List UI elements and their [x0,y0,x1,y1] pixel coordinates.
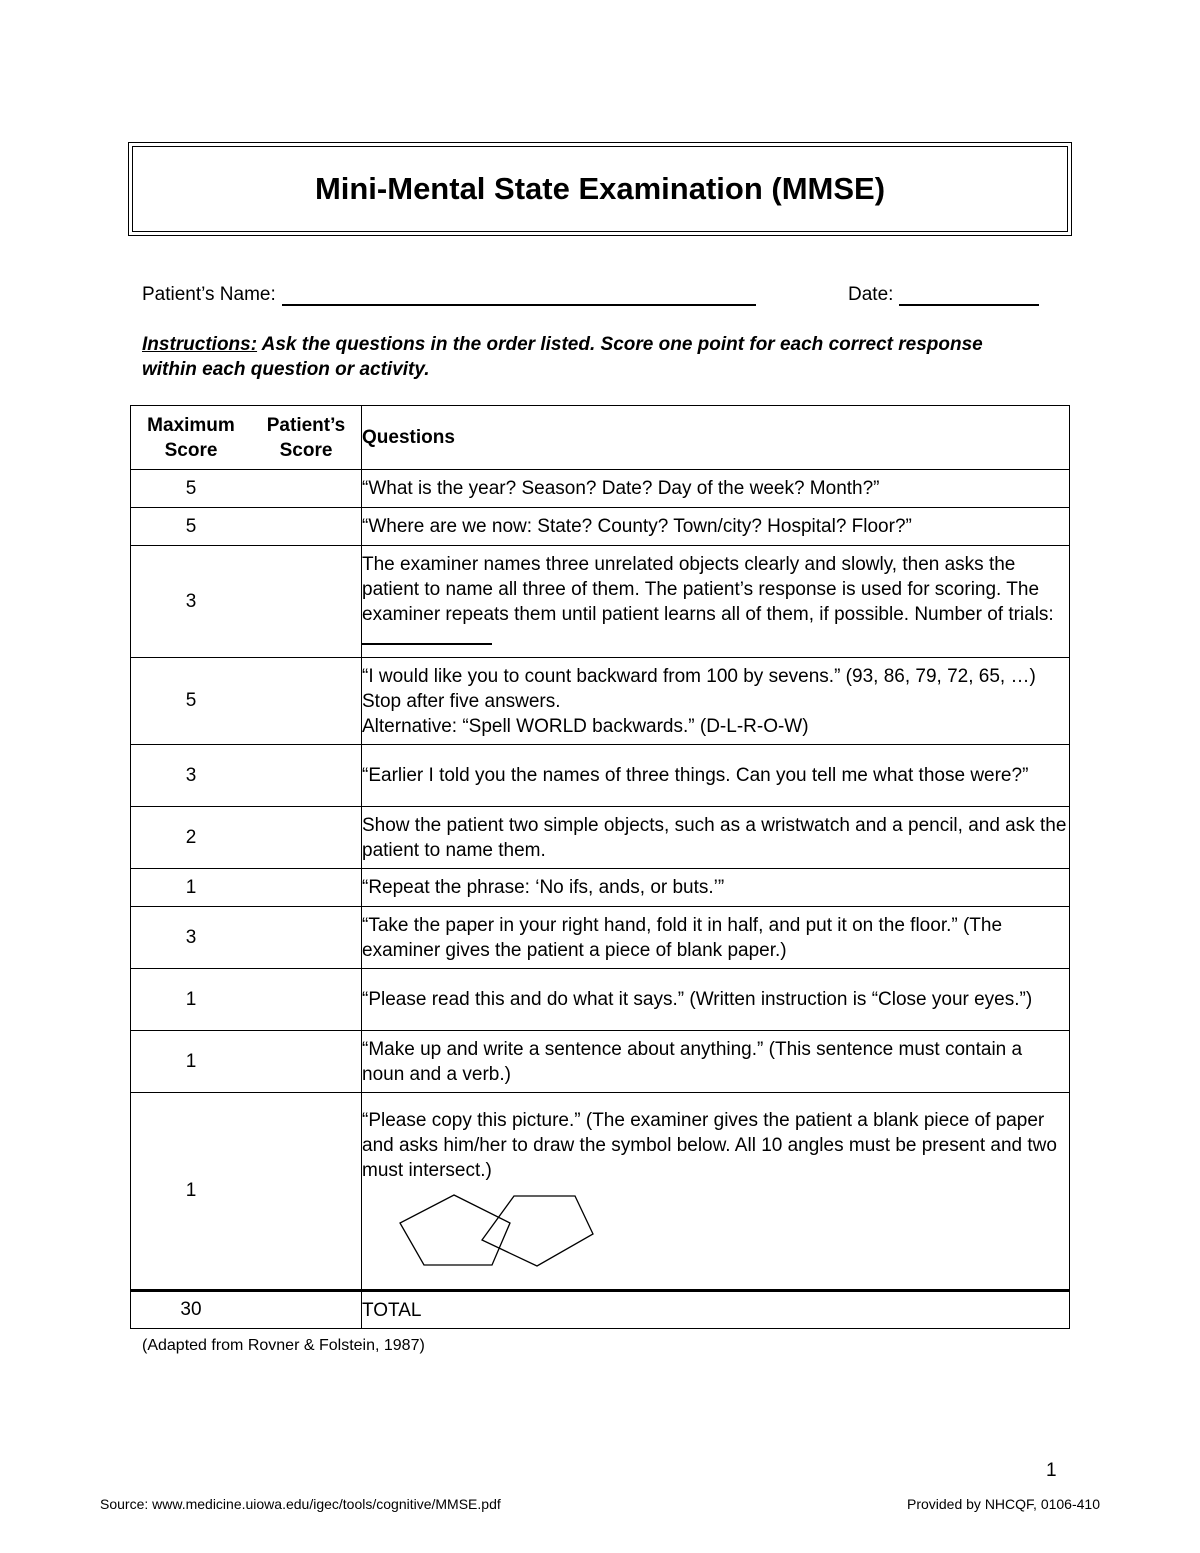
patient-score-header: Patient’s Score [266,414,346,461]
trials-line[interactable] [362,627,492,645]
table-row [131,658,1070,745]
questions-header: Questions [362,406,1070,470]
title-box [128,142,1072,236]
question-text: “Please copy this picture.” (The examiner gives the patient a blank piece of paper and asks him/her to draw the symbol below. All 10 angles must be present and two must intersect.) [362,1109,1057,1181]
table-row [131,745,1070,807]
table-row [131,1031,1070,1093]
table-header-row [131,406,1070,470]
instructions-lead: Instructions: [142,334,258,355]
max-score: 1 [185,1050,197,1072]
max-score: 2 [185,826,197,848]
mmse-table [130,405,1070,1329]
page-number: 1 [1046,1460,1057,1481]
patient-name-field [142,284,756,306]
intersecting-pentagons-figure [388,1191,598,1271]
max-score: 5 [185,515,197,537]
patient-name-label: Patient’s Name: [142,284,276,305]
date-label: Date: [848,284,894,305]
table-row [131,869,1070,907]
question-text: “Take the paper in your right hand, fold it in half, and put it on the floor.” (The examiner gives the patient a piece of blank paper.) [362,907,1070,969]
max-score: 5 [185,690,197,711]
question-text: “Make up and write a sentence about anything.” (This sentence must contain a noun and a verb.) [362,1031,1070,1093]
max-score: 3 [185,590,197,612]
question-cell [362,1093,1070,1291]
max-score-header: Maximum Score [147,414,235,461]
question-text: The examiner names three unrelated objects clearly and slowly, then asks the patient to name all three of them. The patient’s response is used for scoring. The examiner repeats them until patient learns all of them, if possible. Number of trials: [362,553,1054,625]
patient-name-line[interactable] [282,286,756,306]
instructions [142,332,1042,382]
page-title: Mini-Mental State Examination (MMSE) [314,171,886,206]
max-score: 1 [185,988,197,1010]
table-row [131,969,1070,1031]
question-text: “Where are we now: State? County? Town/city? Hospital? Floor?” [362,508,1070,546]
total-row [131,1291,1070,1329]
question-alternative: Alternative: “Spell WORLD backwards.” (D-L-R-O-W) [362,715,809,737]
total-max-score: 30 [180,1299,202,1320]
footer-source: Source: www.medicine.uiowa.edu/igec/tools/cognitive/MMSE.pdf [100,1496,501,1512]
max-score: 3 [185,764,197,786]
max-score: 1 [185,876,197,898]
max-score: 5 [185,477,197,499]
max-score: 3 [185,926,197,948]
question-text: “What is the year? Season? Date? Day of the week? Month?” [362,470,1070,508]
table-row [131,470,1070,508]
question-text: “Please read this and do what it says.” (Written instruction is “Close your eyes.”) [362,969,1070,1031]
citation: (Adapted from Rovner & Folstein, 1987) [142,1337,425,1354]
total-label: TOTAL [362,1291,1070,1329]
left-pentagon [400,1195,510,1265]
question-cell [362,546,1070,658]
score-headers [131,406,362,470]
date-line[interactable] [899,286,1039,306]
table-row [131,546,1070,658]
table-row [131,1093,1070,1291]
right-pentagon [482,1196,593,1266]
instructions-text: Ask the questions in the order listed. Score one point for each correct response within each question or activity. [142,334,983,380]
table-row [131,907,1070,969]
footer-provided-by: Provided by NHCQF, 0106-410 [907,1496,1100,1512]
date-field [848,284,1039,306]
question-cell [362,658,1070,745]
table-row [131,807,1070,869]
table-row [131,508,1070,546]
question-text: “I would like you to count backward from 100 by sevens.” (93, 86, 79, 72, 65, …) Stop after five answers. [362,665,1036,712]
question-text: Show the patient two simple objects, such as a wristwatch and a pencil, and ask the patient to name them. [362,807,1070,869]
question-text: “Repeat the phrase: ‘No ifs, ands, or buts.’” [362,869,1070,907]
max-score: 1 [185,1180,197,1201]
question-text: “Earlier I told you the names of three things. Can you tell me what those were?” [362,745,1070,807]
